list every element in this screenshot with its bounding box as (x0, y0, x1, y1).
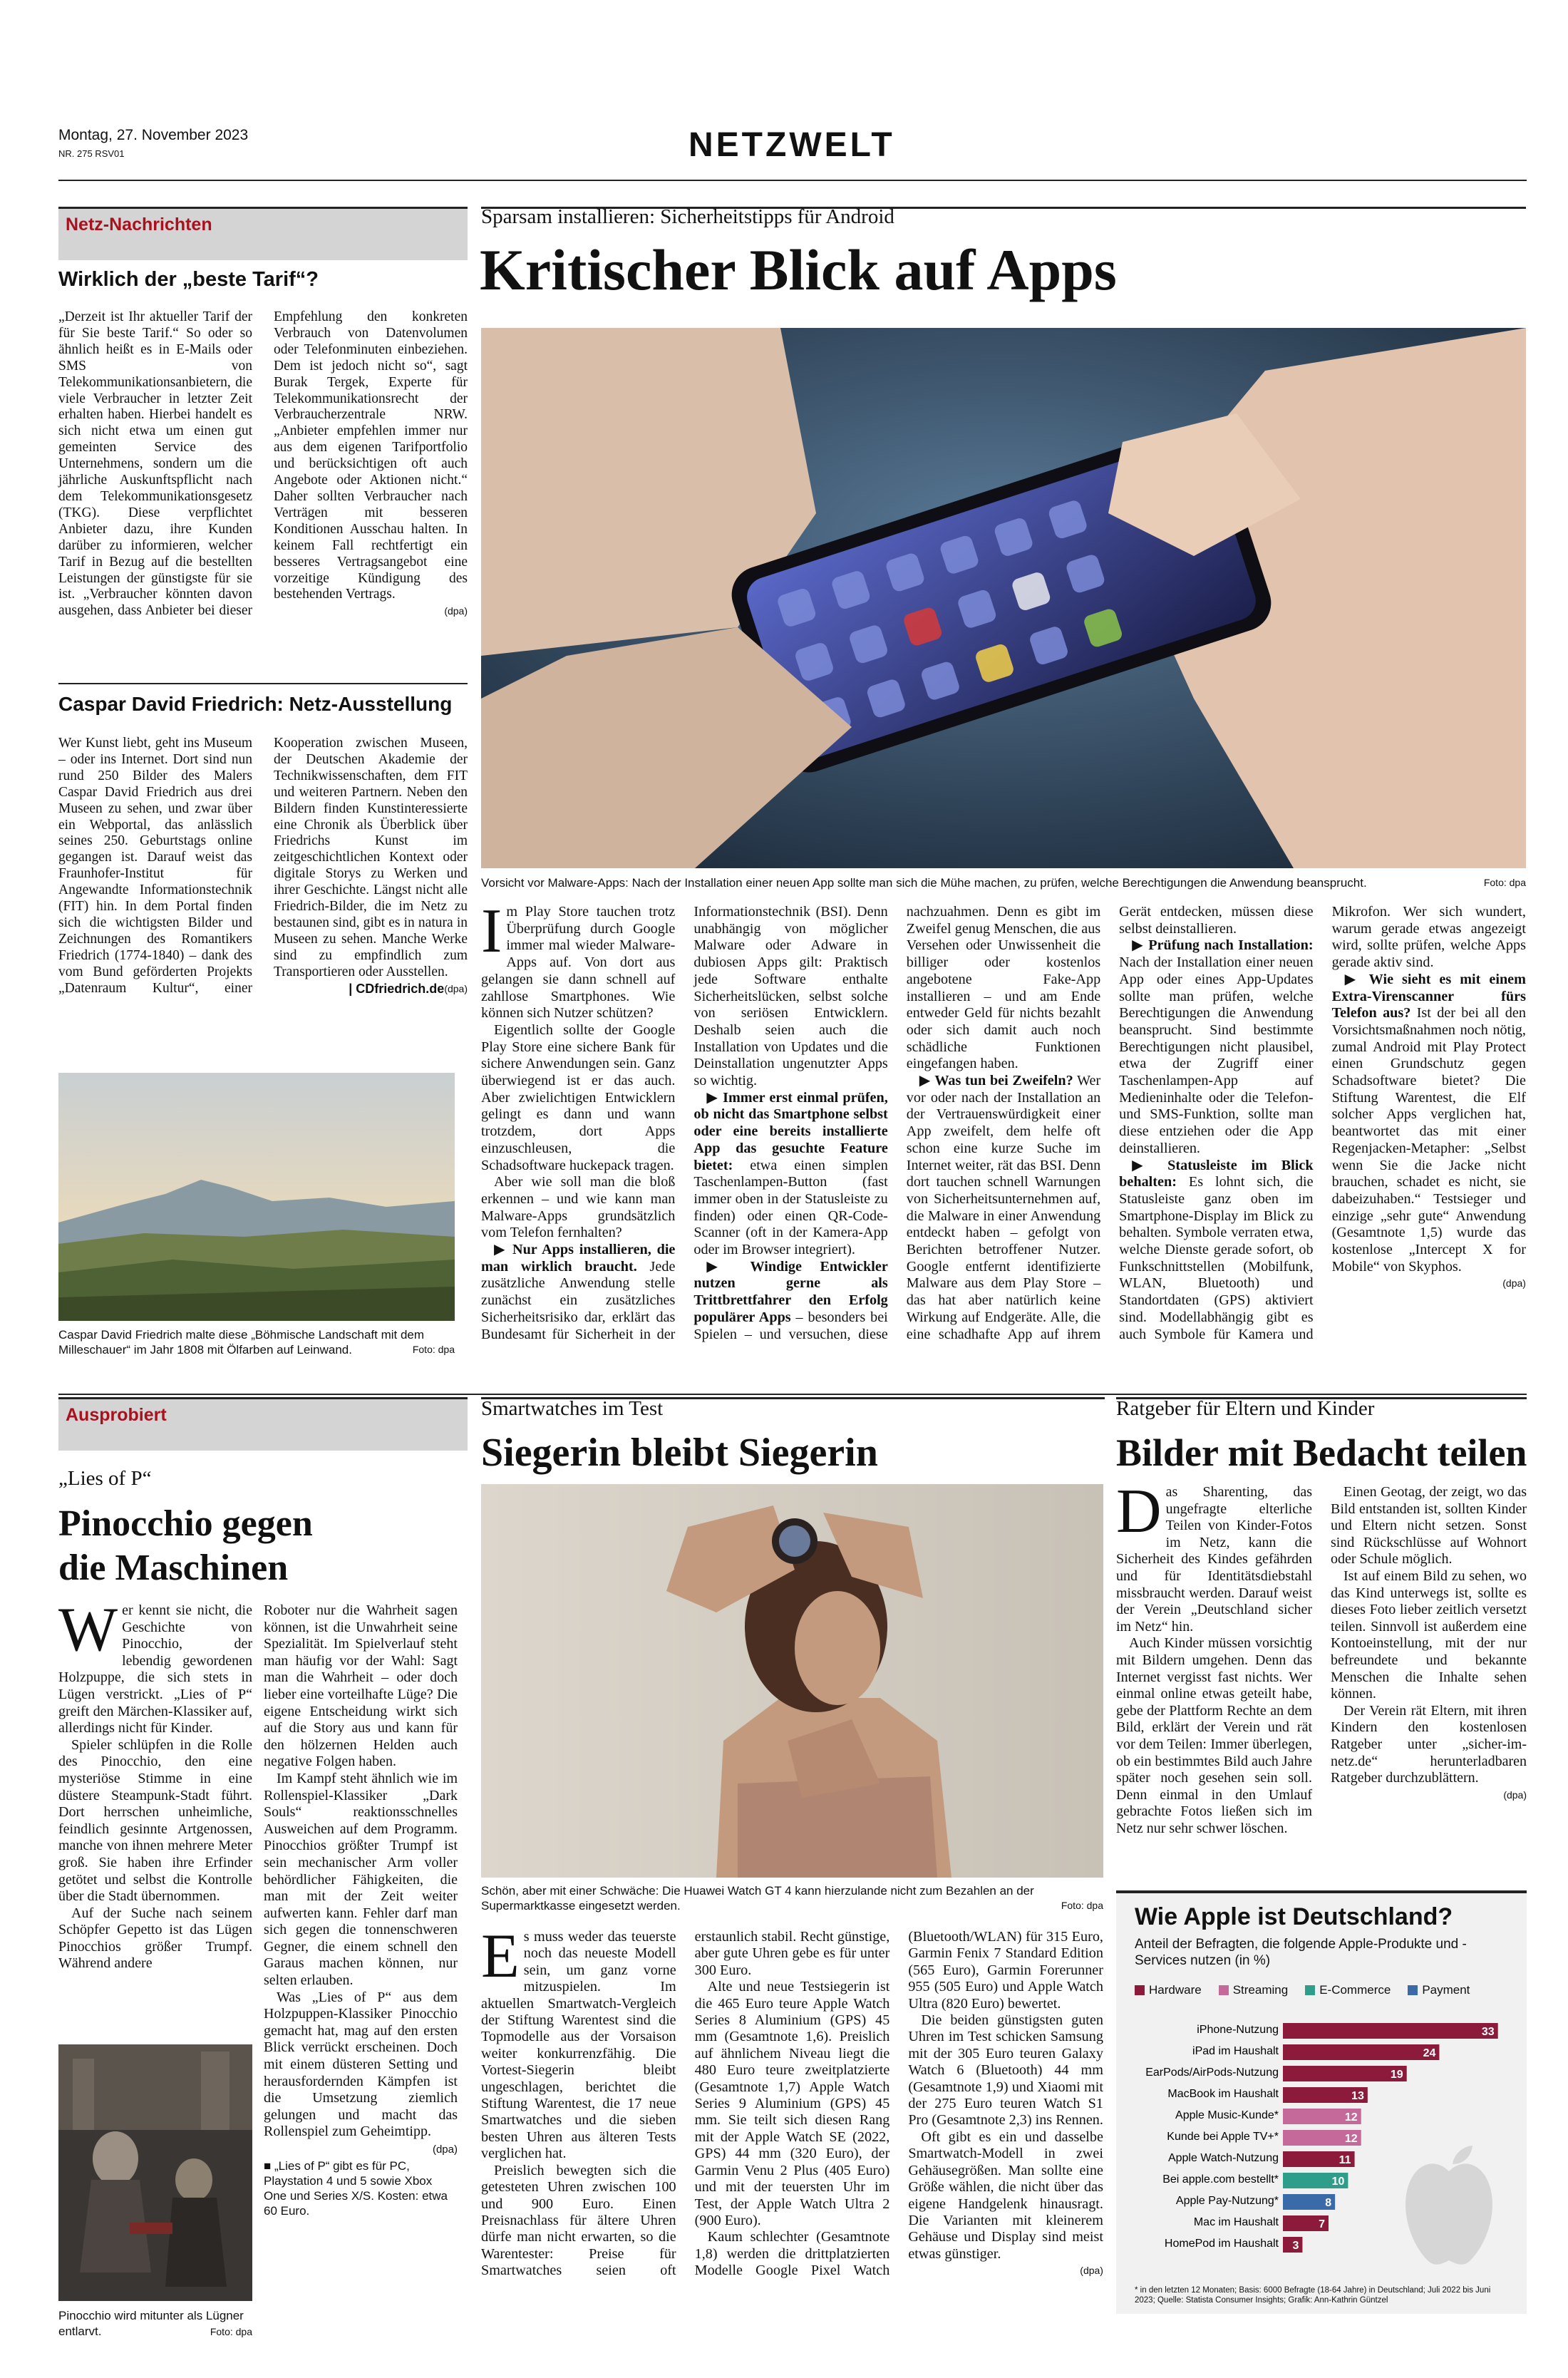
bilder-body (1116, 1477, 1527, 1869)
bar-label: Apple Watch-Nutzung (1167, 2152, 1279, 2164)
bar-value: 24 (1423, 2047, 1436, 2059)
bilder-para-2: Auch Kinder müssen vorsichtig mit Bildern umgehen. Denn das Internet vergisst fast nichts. Wer einmal online etwas geteilt habe, gebe der Plattform Rechte an dem Bild, erklärt der Verein und rät vor dem Teilen: Immer überlegen, ob ein bestimmtes Bild auch Jahre später noch gesehen sein soll. Denn einmal in den Umlauf gebrachte Fotos ließen sich im Netz nur sehr schwer löschen. (1116, 1635, 1312, 1836)
legend-payment: Payment (1408, 1983, 1470, 1997)
lower-rule (58, 1394, 1527, 1395)
bar (1283, 2023, 1498, 2039)
legend-hardware: Hardware (1135, 1983, 1202, 1997)
bilder-title: Bilder mit Bedacht teilen (1116, 1431, 1527, 1474)
apps-para-8: ▶ Prüfung nach Installation: Nach der Installation einer neuen App oder eines App-Updates sollte man prüfen, welche Berechtigungen die Anwendung beansprucht. Sind bestimmte Berechtigungen nicht plausibel, etwa der Zugriff einer Taschenlampen-App auf Medieninhalte oder die Telefon- und SMS-Funktion, sollte man diese entziehen oder die App deinstallieren. (1119, 937, 1314, 1156)
watch-para-6: Oft gibt es ein und dasselbe Smartwatch-Modell in zwei Gehäusegrößen. Man sollte eine Größe wählen, die nicht über das eigene Handgelenk hinausragt. Die Varianten mit kleinerem Gehäuse und Display sind meist etwas günstiger. (908, 2129, 1103, 2262)
lies-game-image (58, 2044, 252, 2301)
bar-value: 12 (1344, 2133, 1358, 2145)
watch-caption-text: Schön, aber mit einer Schwäche: Die Huawei Watch GT 4 kann hierzulande nicht zum Bezahlen an der Supermarktkasse eingesetzt werden. (481, 1884, 1034, 1913)
bar-value: 7 (1319, 2218, 1325, 2230)
legend-ecommerce: E-Commerce (1305, 1983, 1391, 1997)
page-date: Montag, 27. November 2023 (58, 127, 249, 143)
apps-photo-credit: Foto: dpa (1483, 877, 1526, 888)
bar (1283, 2066, 1407, 2081)
apple-chart (1116, 1890, 1527, 2314)
lies-info: ■ „Lies of P“ gibt es für PC, Playstation 4 und 5 sowie Xbox One und Series X/S. Kosten: etwa 60 Euro. (264, 2158, 448, 2218)
chart-legend (1135, 1983, 1484, 1999)
apps-caption-text: Vorsicht vor Malware-Apps: Nach der Installation einer neuen App sollte man sich die Mühe machen, zu prüfen, welche Berechtigungen die Anwendung beansprucht. (481, 876, 1367, 890)
lies-photo-credit: Foto: dpa (210, 2326, 252, 2337)
apps-caption (481, 875, 1526, 890)
bilder-para-3: Einen Geotag, der zeigt, wo das Bild entstanden ist, sollten Kinder und Eltern nicht setzen. Sonst sind Rückschlüsse auf Wohnort oder Schule möglich. (1331, 1484, 1527, 1568)
tarif-body (58, 309, 468, 674)
lies-caption-text: Pinocchio wird mitunter als Lügner entlarvt. (58, 2309, 244, 2338)
bar-value: 11 (1339, 2154, 1351, 2166)
lies-para-4: Im Kampf steht ähnlich wie im Rollenspiel-Klassiker „Dark Souls“ reaktionsschnelles Ausweichen auf dem Programm. Pinocchios größter Trumpf ist sein mechanischer Arm voller behördlicher Fähigkeiten, die man mit der Zeit weiter aufwerten kann. Fehler darf man sich gegen die tonnenschweren Gegner, die einem schnell den Garaus machen können, nur selten erlauben. (264, 1770, 458, 1989)
lies-kicker: „Lies of P“ (58, 1467, 152, 1490)
bar-value: 10 (1331, 2176, 1345, 2188)
apps-credit: (dpa) (1502, 1277, 1526, 1290)
lies-dropcap: W (58, 1602, 118, 1664)
netz-tag-label: Netz-Nachrichten (66, 215, 212, 235)
bilder-credit: (dpa) (1503, 1788, 1527, 1801)
apps-para-9: ▶ Statusleiste im Blick behalten: Es lohnt sich, die Statusleiste ganz oben im Smartphone-Display im Blick zu behalten. Symbole verraten etwa, welche Dienste gerade sofort, ob Funkschnittstellen (Mobilfunk, WLAN, Bluetooth) und Standortdaten (GPS) aktiviert sind. Modellabhängig gibt es auch Symbole für Kamera und Mikrofon. Wer sich wundert, warum gerade etwas angezeigt wird, sollte prüfen, welche Apps gerade aktiv sind. (1119, 904, 1526, 1342)
lies-title-1: Pinocchio gegen (58, 1503, 313, 1544)
friedrich-credit: (dpa) (444, 982, 468, 994)
legend-swatch-streaming (1219, 1985, 1229, 1995)
watch-para-3: Alte und neue Testsiegerin ist die 465 Euro teure Apple Watch Series 8 Aluminium (GPS) 45 mm (Gesamtnote 1,6). Preislich auf ähnlichem Niveau liegt die 480 Euro teure zweitplatzierte (Gesamtnote 1,7) Apple Watch Series 9 Aluminium (GPS) 45 mm. Sie teilt sich diesen Rang mit der Apple Watch SE (2022, GPS) 44 mm (320 Euro), der Garmin Venu 2 Plus (405 Euro) und mit der teuersten Uhr im Test, der Apple Watch Ultra 2 (900 Euro). (694, 1979, 890, 2228)
friedrich-body (58, 736, 468, 1067)
bar-value: 33 (1481, 2026, 1495, 2038)
watch-credit: (dpa) (1080, 2265, 1103, 2277)
chart-subtitle: Anteil der Befragten, die folgende Apple-Produkte und -Services nutzen (in %) (1135, 1937, 1467, 1968)
apps-para-2: Eigentlich sollte der Google Play Store eine sichere Bank für sichere Anwendungen sein. Ganz überwiegend ist er das auch. Aber zwielichtigen Entwicklern gelingt es dann und wann trotzdem, dort Apps einzuschleusen, die Schadsoftware huckepack tragen. (481, 1021, 676, 1173)
friedrich-title: Caspar David Friedrich: Netz-Ausstellung (58, 693, 453, 715)
bar-label: Apple Pay-Nutzung* (1175, 2195, 1279, 2207)
bilder-dropcap: D (1116, 1477, 1162, 1546)
tarif-text: „Derzeit ist Ihr aktueller Tarif der für Sie beste Tarif.“ So oder so ähnlich heißt es in E-Mails oder SMS von Telekommunikationsanbietern, die viele Verbraucher in letzter Zeit erhalten haben. Hierbei handelt es sich nicht etwa um einen gut gemeinten Service des Unternehmens, sondern um die jährliche Auskunftspflicht nach dem Telekommunikationsgesetz (TKG). Diese verpflichtet Anbieter dazu, ihre Kunden darüber zu informieren, welcher Tarif in Bezug auf die bestellten Leistungen der günstigste für sie ist. „Verbraucher könnten davon ausgehen, dass Anbieter bei dieser Empfehlung den konkreten Verbrauch von Datenvolumen oder Telefonminuten einbeziehen. Dem ist jedoch nicht so“, sagt Burak Tergek, Experte für Telekommunikationsrecht der Verbraucherzentrale NRW. „Anbieter empfehlen immer nur aus dem eigenen Tarifportfolio und berücksichtigen oft auch Angebote oder Aktionen nicht.“ Daher sollten Verbraucher nach Verträgen mit besseren Konditionen Ausschau halten. In keinem Fall rechtfertigt ein besseres Vertragsangebot eine vorzeitige Kündigung des bestehenden Vertrags. (58, 309, 468, 619)
bar-value: 3 (1292, 2240, 1299, 2252)
tarif-title: Wirklich der „beste Tarif“? (58, 268, 319, 291)
apps-para-5: ▶ Immer erst einmal prüfen, ob nicht das Smartphone selbst oder eine bereits installierte App das gesuchte Feature bietet: etwa einen simplen Taschenlampen-Button (fast immer oben in der Statusleiste zu finden) oder einen QR-Code-Scanner (oft in der Kamera-App oder im Browser integriert). (693, 1089, 888, 1258)
lies-para-5: Was „Lies of P“ aus dem Holzpuppen-Klassiker Pinocchio gemacht hat, mag auf den ersten Blick verrückt erscheinen. Doch mit einem düsteren Setting und herausfordernden Kämpfen ist die Umsetzung ziemlich gelungen und macht das Rollenspiel zum Geheimtipp. (264, 1989, 458, 2140)
apps-para-6: ▶ Windige Entwickler nutzen gerne als Trittbrettfahrer den Erfolg populärer Apps – besonders bei Spielen – und versuchen, diese nachzuahmen. Denn es gibt im Zweifel genug Menschen, die aus Versehen oder Unwissenheit die billiger oder kostenlos angebotene Fake-App installieren – und am Ende entweder Geld für nichts bezahlt oder sich damit auch noch schädliche Funktionen eingefangen haben. (693, 904, 1101, 1342)
lies-para-3: Roboter nur die Wahrheit sagen können, ist die Unwahrheit seine Spezialität. Im Spielverlauf steht man häufig vor der Wahl: Sagt man die Wahrheit – oder doch lieber eine vorteilhafte Lüge? Die eigene Entscheidung wirkt sich auf die Story aus und kann für den hölzernen Helden auch negative Folgen haben. (264, 1602, 458, 1770)
friedrich-caption-text: Caspar David Friedrich malte diese „Böhmische Landschaft mit dem Milleschauer“ im Jahr 1808 mit Ölfarben auf Leinwand. (58, 1328, 425, 1357)
lies-para-2: Spieler schlüpfen in die Rolle des Pinocchio, den eine mysteriöse Stimme in eine düstere Steampunk-Stadt führt. Dort herrschen unheimliche, feindlich gesinnte Artgenossen, manche von ihnen mehrere Meter groß. Sie haben ihre Erfinder getötet und selbst die Kontrolle über die Stadt übernommen. (58, 1736, 252, 1905)
ausprobiert-tag-label: Ausprobiert (66, 1405, 167, 1425)
lies-title-2: die Maschinen (58, 1548, 289, 1588)
watch-para-4: Kaum schlechter (Gesamtnote 1,8) werden die drittplatzierten Modelle Google Pixel Watch (Bluetooth/WLAN) für 315 Euro, Garmin Fenix 7 Standard Edition (565 Euro), Garmin Forerunner 955 (505 Euro) und Apple Watch Ultra (820 Euro) bewertet. (694, 1929, 1103, 2279)
watch-dropcap: E (481, 1922, 520, 1991)
page-edition: NR. 275 RSV01 (58, 148, 125, 159)
watch-caption (481, 1883, 1103, 1913)
chart-title: Wie Apple ist Deutschland? (1135, 1903, 1453, 1930)
bar-value: 19 (1390, 2069, 1403, 2081)
friedrich-caption (58, 1327, 455, 1357)
chart-bars (1116, 2007, 1527, 2307)
chart-footnote: * in den letzten 12 Monaten; Basis: 6000 Befragte (18-64 Jahre) in Deutschland; Juli 2022 bis Juni 2023; Quelle: Statista Consumer Insights; Grafik: Ann-Kathrin Güntzel (1135, 2286, 1491, 2305)
friedrich-link[interactable]: | CDfriedrich.de (349, 981, 445, 996)
bilder-kicker: Ratgeber für Eltern und Kinder (1116, 1397, 1375, 1420)
legend-swatch-ecommerce (1305, 1985, 1315, 1995)
bar-label: HomePod im Haushalt (1164, 2238, 1279, 2250)
apps-dropcap: I (481, 897, 502, 966)
lies-body-left (58, 1602, 252, 2039)
netz-divider (58, 683, 468, 684)
lies-para-1: Wer kennt sie nicht, die Geschichte von Pinocchio, der lebendig gewordenen Holzpuppe, die sich stets in Lügen verstrickt. „Lies of P“ greift den Märchen-Klassiker auf, allerdings nicht für Kinder. (58, 1602, 252, 1736)
watch-para-2: Preislich bewegten sich die getesteten Uhren zwischen 100 und 900 Euro. Einen Preisnachlass für ältere Uhren dürfe man nicht erwarten, so die Warentester: Preise für Smartwatches seien oft erstaunlich stabil. Recht günstige, aber gute Uhren gebe es für unter 300 Euro. (481, 1929, 890, 2279)
bar (1283, 2044, 1439, 2060)
ausprobiert-tag (58, 1397, 468, 1451)
watch-photo-credit: Foto: dpa (1061, 1900, 1103, 1911)
legend-streaming: Streaming (1219, 1983, 1288, 1997)
bar-value: 12 (1344, 2111, 1358, 2124)
bilder-para-5: Der Verein rät Eltern, mit ihren Kindern den kostenlosen Ratgeber unter „sicher-im-netz.de“ herunterladbaren Ratgeber durchzublättern. (1331, 1702, 1527, 1786)
bar-label: EarPods/AirPods-Nutzung (1145, 2066, 1279, 2079)
apps-title: Kritischer Blick auf Apps (480, 237, 1117, 302)
friedrich-photo-credit: Foto: dpa (412, 1344, 455, 1355)
watch-para-5: Die beiden günstigsten guten Uhren im Test schicken Samsung mit der 305 Euro teuren Galaxy Watch 6 (Bluetooth) 44 mm (Gesamtnote 1,9) und Xiaomi mit der 275 Euro teuren Watch S1 Pro (Gesamtnote 2,3) ins Rennen. (908, 2012, 1103, 2129)
watch-kicker: Smartwatches im Test (481, 1397, 664, 1420)
lies-para-3a: Auf der Suche nach seinem Schöpfer Gepetto ist das Lügen Pinocchios größer Trumpf. Während andere (58, 1905, 252, 1972)
watch-title: Siegerin bleibt Siegerin (481, 1431, 878, 1475)
bilder-para-4: Ist auf einem Bild zu sehen, wo das Kind unterwegs ist, sollte es dieses Foto lieber zeitlich versetzt teilen. Sinnvoll ist außerdem eine Kontoeinstellung, mit der nur befreundete und bekannte Menschen die Inhalte sehen können. (1331, 1568, 1527, 1702)
apps-para-7: ▶ Was tun bei Zweifeln? Wer vor oder nach der Installation an der Vertrauenswürdigkeit einer App zweifelt, dem helfe oft schon eine kurze Suche im Internet weiter, rät das BSI. Denn dort tauchen schnell Warnungen von Sicherheitsunternehmen auf, die Malware in einer Anwendung entdeckt haben – gefolgt von Berichten betroffener Nutzer. Google entfernt identifizierte Malware aus dem Play Store – das hat aber natürlich keine Wirkung auf Endgeräte. Alle, die eine schadhafte App auf ihrem Gerät entdecken, müssen diese selbst deinstallieren. (906, 904, 1314, 1342)
bar-value: 8 (1325, 2197, 1332, 2209)
netz-tag (58, 207, 468, 260)
apps-body (481, 897, 1526, 1374)
bar-label: Mac im Haushalt (1193, 2216, 1279, 2228)
bar-label: Apple Music-Kunde* (1175, 2109, 1279, 2121)
lies-credit: (dpa) (432, 2143, 458, 2156)
bar-label: Bei apple.com bestellt* (1162, 2173, 1279, 2186)
apps-para-4: ▶ Nur Apps installieren, die man wirklich braucht. Jede zusätzliche Anwendung stelle zunächst ein zusätzliches Sicherheitsrisiko dar, erklärt das Bundesamt für Sicherheit in der Informationstechnik (BSI). Denn unabhängig von möglicher Malware oder Adware in dubiosen Apps gilt: Praktisch jede Software enthalte Sicherheitslücken, selbst solche von seriösen Entwicklern. Deshalb seien auch die Installation von Updates und die Deinstallation ungenutzter Apps so wichtig. (481, 904, 888, 1342)
watch-para-1: Es muss weder das teuerste noch das neueste Modell sein, um ganz vorne mitzuspielen. Im aktuellen Smartwatch-Vergleich der Stiftung Warentest sind die Topmodelle aus der Vorsaison weiter konkurrenzfähig. Die Vortest-Siegerin bleibt ungeschlagen, berichtet die Stiftung Warentest, die 17 neue Smartwatches und die sieben besten Uhren aus älteren Tests verglichen hat. (481, 1922, 676, 2162)
bar-label: iPhone-Nutzung (1197, 2024, 1279, 2036)
apps-para-10: ▶ Wie sieht es mit einem Extra-Virenscanner fürs Telefon aus? Ist der bei all den Vorsichtsmaßnahmen noch nötig, zumal Android mit Play Protect einen Grundschutz gegen Schadsoftware bietet? Die Stiftung Warentest, die Elf solcher Apps verglichen hat, beantwortet das mit einer Regenjacken-Metapher: „Selbst wenn Sie die Jacke nicht brauchen, schadet es nicht, sie dabeizuhaben.“ Testsieger und einzige „sehr gute“ Anwendung (Gesamtnote 1,5) wurde das kostenlose „Intercept X for Mobile“ von Skyphos. (1331, 971, 1526, 1275)
legend-swatch-hardware (1135, 1985, 1145, 1995)
friedrich-painting (58, 1073, 455, 1321)
tarif-credit: (dpa) (444, 605, 468, 617)
watch-body (481, 1922, 1103, 2314)
bar-label: iPad im Haushalt (1192, 2045, 1279, 2057)
lies-caption (58, 2308, 252, 2340)
apps-kicker: Sparsam installieren: Sicherheitstipps für Android (481, 205, 894, 228)
bar-label: MacBook im Haushalt (1167, 2088, 1279, 2100)
section-title: NETZWELT (688, 126, 895, 164)
apps-para-3: Aber wie soll man die bloß erkennen – und wie kann man Malware-Apps grundsätzlich vom Telefon fernhalten? (481, 1174, 676, 1241)
watch-photo (481, 1484, 1103, 1878)
legend-swatch-payment (1408, 1985, 1418, 1995)
lies-body-right (264, 1602, 458, 2218)
apps-photo (481, 328, 1526, 868)
bilder-para-1: Das Sharenting, das ungefragte elterliche Teilen von Kinder-Fotos im Netz, kann die Sicherheit des Kindes gefährden und für Identitätsdiebstahl missbraucht werden. Darauf weist der Verein „Deutschland sicher im Netz“ hin. (1116, 1477, 1312, 1635)
friedrich-text: Wer Kunst liebt, geht ins Museum – oder ins Internet. Dort sind nun rund 250 Bilder des Malers Caspar David Friedrich aus drei Museen zu sehen, und zwar über ein Webportal, das anlässlich seines 250. Geburtstags online gegangen ist. Darauf weist das Fraunhofer-Institut für Angewandte Informationstechnik (FIT) hin. In dem Portal finden sich die wichtigsten Bilder und Zeichnungen des Romantikers Friedrich (1774-1840) – dank des vom Bund geförderten Projekts „Datenraum Kultur“, einer Kooperation zwischen Museen, der Deutschen Akademie der Technikwissenschaften, dem FIT und weiteren Partnern. Neben den Bildern finden Kunstinteressierte eine Chronik als Überblick über Friedrichs Kunst im zeitgeschichtlichen Kontext oder digitale Storys zu Werken und ihrer Geschichte. Längst nicht alle Friedrich-Bilder, die im Netz zu bestaunen sind, gibt es in natura in Museen zu sehen. Manche Werke sind zu empfindlich zum Transportieren oder Ausstellen. (58, 736, 468, 996)
bar-label: Kunde bei Apple TV+* (1167, 2131, 1279, 2143)
header-rule (58, 180, 1527, 181)
apps-para-1: Im Play Store tauchen trotz Überprüfung durch Google immer mal wieder Malware-Apps auf. Von dort aus gelangen sie dann schnell auf zahllose Smartphones. Wie können sich Nutzer schützen? (481, 897, 676, 1021)
bar-value: 13 (1351, 2090, 1364, 2102)
